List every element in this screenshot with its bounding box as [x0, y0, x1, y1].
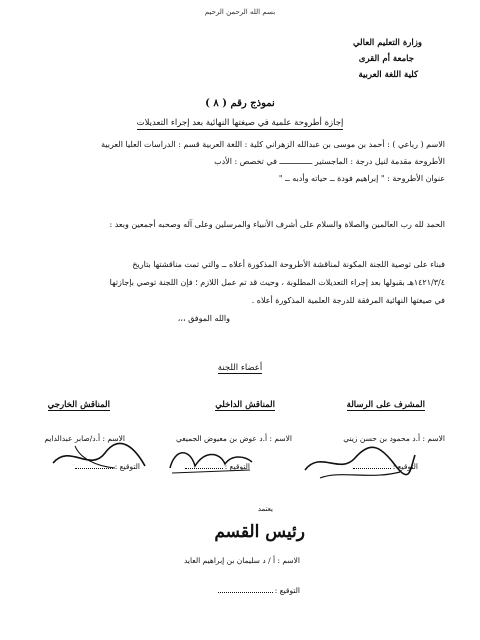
external-examiner-role-text: المناقش الخارجي: [47, 400, 110, 410]
department-head-name: الاسم : أ / د سليمان بن إبراهيم العايد: [183, 556, 300, 565]
internal-examiner-name: الاسم : أ.د عوض بن معيوض الجميعي: [175, 434, 292, 443]
closing: والله الموفق ،،،: [177, 314, 230, 323]
approval-title: [0, 118, 480, 128]
external-sign-label: التوقيع :: [75, 462, 140, 471]
body-line-3: في صيغتها النهائية المرفقة للدرجة العلمية المذكورة أعلاه .: [251, 296, 445, 305]
external-examiner-role: [48, 400, 110, 410]
external-examiner-name: الاسم : أ.د/صابر عبدالدايم: [44, 434, 125, 443]
committee-heading: [0, 363, 480, 373]
form-title: نموذج رقم ( ٨ ): [205, 98, 275, 109]
greeting: الحمد لله رب العالمين والصلاة والسلام على أشرف الأنبياء والمرسلين وعلى آله وصحبه أجمعين وبعد :: [109, 220, 445, 229]
university-name: جامعة أم القرى: [358, 54, 414, 64]
department-head-title: رئيس القسم: [214, 522, 305, 542]
body-line-1: فبناء على توصية اللجنة المكونة لمناقشة الأطروحة المذكورة أعلاه ــ والتي تمت مناقشتها بتاريخ: [132, 260, 445, 269]
college-name: كلية اللغة العربية: [358, 70, 418, 80]
thesis-title-row: عنوان الأطروحة : " إبراهيم فودة ــ حياته وأدبه ــ ": [278, 174, 445, 183]
approval-title-text: إجازة أطروحة علمية في صيغتها النهائية بعد إجراء التعديلات: [136, 118, 344, 128]
supervisor-sign-label: التوقيع :: [353, 462, 418, 471]
internal-examiner-role-text: المناقش الداخلي: [215, 400, 275, 410]
ministry-name: وزارة التعليم العالي: [352, 38, 422, 48]
internal-examiner-role: [215, 400, 275, 410]
supervisor-signature: [300, 440, 420, 485]
committee-heading-text: أعضاء اللجنة: [217, 363, 263, 373]
body-line-2: ١٤٢١/٣/٤هـ بقبولها بعد إجراء التعديلات المطلوبة ، وحيث قد تم عمل اللازم ؛ فإن اللجنة توصي بإجازتها: [109, 278, 445, 287]
student-name-row: الاسم ( رباعي ) : أحمد بن موسى بن عبدالله الزهراني كلية : اللغة العربية قسم : الدراسات العليا العربية: [101, 140, 445, 149]
external-signature: [45, 438, 155, 478]
basmala: بسم الله الرحمن الرحيم: [204, 8, 276, 16]
department-head-sign-label: التوقيع :: [218, 586, 300, 595]
adoption-label: يعتمد: [257, 505, 273, 513]
internal-signature: [160, 440, 260, 480]
degree-row: الأطروحة مقدمة لنيل درجة : الماجستير ــــــــــــــ في تخصص : الأدب: [214, 157, 445, 166]
internal-sign-label: التوقيع :: [185, 462, 250, 471]
supervisor-role: [347, 400, 425, 410]
supervisor-name: الاسم : أ.د محمود بن حسن زيني: [343, 434, 445, 443]
supervisor-role-text: المشرف على الرسالة: [346, 400, 425, 410]
